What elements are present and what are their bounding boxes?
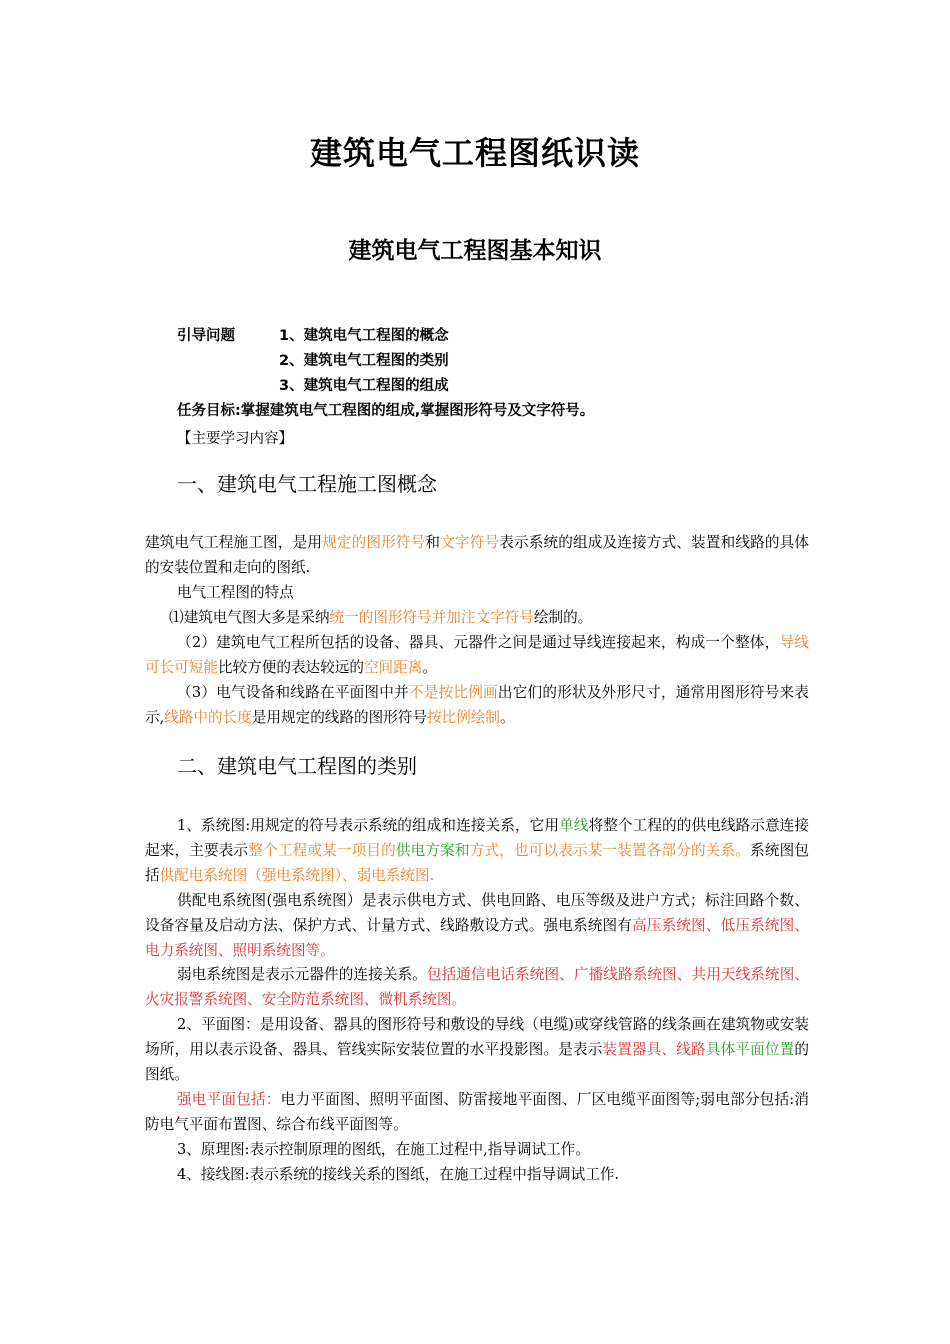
feature-2: （2）建筑电气工程所包括的设备、器具、元器件之间是通过导线连接起来，构成一个整体，导线可长可短能比较方便的表达较远的空间距离。: [145, 634, 809, 676]
plan-contents-paragraph: 强电平面包括：电力平面图、照明平面图、防雷接地平面图、厂区电缆平面图等;弱电部分包括:消防电气平面布置图、综合布线平面图等。: [145, 1091, 809, 1133]
guide-q3-line: [177, 376, 449, 396]
document-title: 建筑电气工程图纸识读: [309, 134, 640, 172]
weak-current-paragraph: 弱电系统图是表示元器件的连接关系。包括通信电话系统图、广播线路系统图、共用天线系统图、火灾报警系统图、安全防范系统图、微机系统图。: [145, 966, 809, 1008]
task-goal: 任务目标:掌握建筑电气工程图的组成,掌握图形符号及文字符号。: [177, 403, 595, 419]
section-1-paragraph: 建筑电气工程施工图，是用规定的图形符号和文字符号表示系统的组成及连接方式、装置和线路的具体的安装位置和走向的图纸.: [145, 534, 809, 576]
section-2-heading: 二、建筑电气工程图的类别: [177, 754, 417, 778]
guide-label: 引导问题: [177, 328, 235, 344]
system-diagram-paragraph: 1、系统图:用规定的符号表示系统的组成和连接关系，它用单线将整个工程的的供电线路示意连接起来，主要表示整个工程或某一项目的供电方案和方式，也可以表示某一装置各部分的关系。系统图包括供配电系统图（强电系统图）、弱电系统图.: [145, 817, 809, 884]
schematic-paragraph: 3、原理图:表示控制原理的图纸，在施工过程中,指导调试工作。: [177, 1141, 590, 1158]
content-label: 【主要学习内容】: [177, 431, 293, 447]
plan-drawing-paragraph: 2、平面图：是用设备、器具的图形符号和敷设的导线（电缆)或穿线管路的线条画在建筑物或安装场所，用以表示设备、器具、管线实际安装位置的水平投影图。是表示装置器具、线路具体平面位置的图纸。: [145, 1016, 809, 1083]
guide-question-1: 1、建筑电气工程图的概念: [279, 328, 449, 344]
section-1-heading: 一、建筑电气工程施工图概念: [177, 472, 437, 496]
feature-3: （3）电气设备和线路在平面图中并不是按比例画出它们的形状及外形尺寸，通常用图形符号来表示,线路中的长度是用规定的线路的图形符号按比例绘制。: [145, 684, 809, 726]
features-title: 电气工程图的特点: [177, 584, 294, 601]
power-system-paragraph: 供配电系统图(强电系统图）是表示供电方式、供电回路、电压等级及进户方式；标注回路个数、设备容量及启动方法、保护方式、计量方式、线路敷设方式。强电系统图有高压系统图、低压系统图、电力系统图、照明系统图等。: [145, 892, 809, 959]
guide-q2-line: [177, 351, 449, 371]
feature-1: ⑴建筑电气图大多是采纳统一的图形符号并加注文字符号绘制的。: [169, 609, 593, 626]
wiring-paragraph: 4、接线图:表示系统的接线关系的图纸，在施工过程中指导调试工作.: [177, 1166, 620, 1183]
guide-question-3: 3、建筑电气工程图的组成: [279, 378, 449, 394]
guide-q1-line: [177, 326, 449, 346]
document-subtitle: 建筑电气工程图基本知识: [348, 238, 602, 264]
guide-question-2: 2、建筑电气工程图的类别: [279, 353, 449, 369]
